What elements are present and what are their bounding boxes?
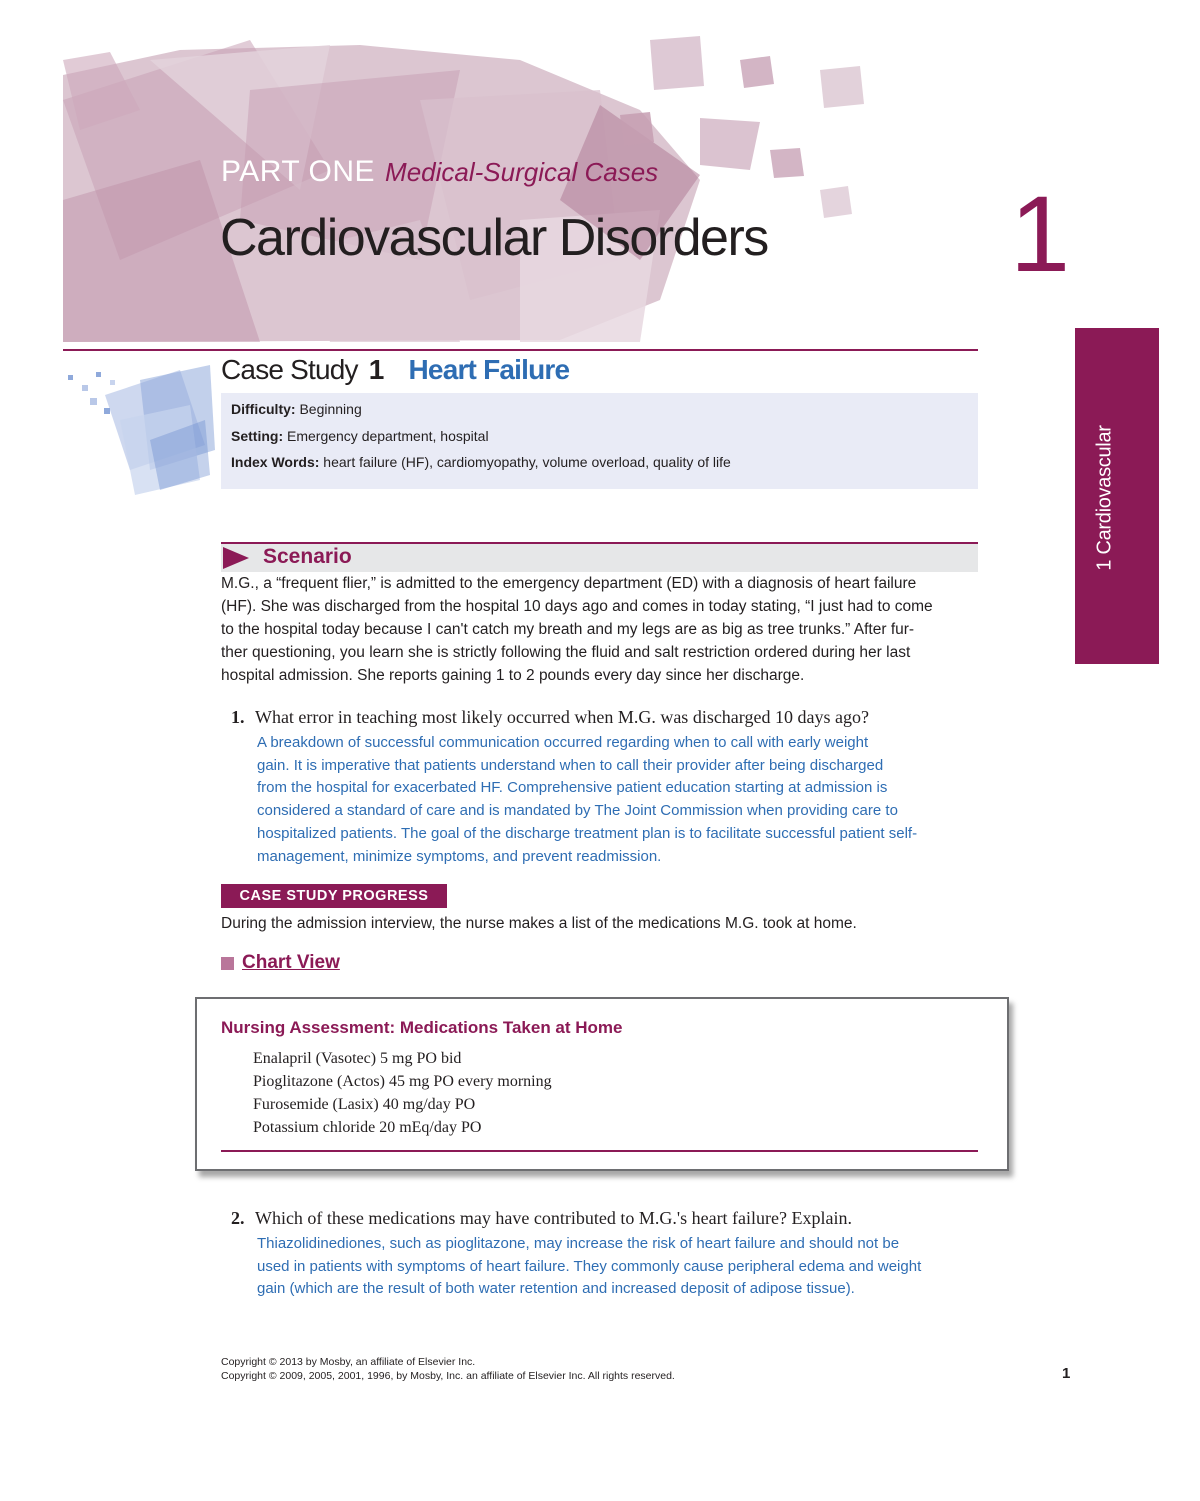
chapter-side-tab (1075, 328, 1159, 664)
chart-box-divider (221, 1150, 978, 1152)
answer-line: management, minimize symptoms, and prevent readmission. (257, 847, 662, 865)
case-info-box (221, 393, 978, 489)
case-study-number: 1 (368, 354, 384, 385)
answer-line: from the hospital for exacerbated HF. Comprehensive patient education starting at admission is (257, 779, 888, 797)
header-magenta-shapes (63, 36, 864, 342)
copyright-footer (221, 1355, 675, 1383)
answer-1 (257, 732, 987, 868)
case-study-heading (221, 354, 569, 386)
answer-line: used in patients with symptoms of heart failure. They commonly cause peripheral edema and weight (257, 1257, 922, 1275)
medication-item: Potassium chloride 20 mEq/day PO (253, 1119, 482, 1136)
scenario-line: (HF). She was discharged from the hospital 10 days ago and comes in today stating, “I just had to come (221, 598, 933, 615)
case-study-prefix: Case Study (221, 354, 358, 385)
question-1 (231, 707, 869, 728)
answer-line: Thiazolidinediones, such as pioglitazone, may increase the risk of heart failure and should not be (257, 1235, 900, 1252)
answer-line: considered a standard of care and is mandated by The Joint Commission when providing care to (257, 802, 898, 820)
index-words-value: heart failure (HF), cardiomyopathy, volume overload, quality of life (319, 454, 731, 470)
setting-value: Emergency department, hospital (283, 428, 489, 444)
copyright-line: Copyright © 2013 by Mosby, an affiliate of Elsevier Inc. (221, 1356, 476, 1368)
question-text: Which of these medications may have contributed to M.G.'s heart failure? Explain. (254, 1208, 853, 1228)
answer-line: gain (which are the result of both water retention and increased deposit of adipose tissue). (257, 1280, 855, 1298)
difficulty-label: Difficulty: (231, 401, 296, 417)
scenario-title: Scenario (263, 545, 352, 568)
copyright-line: Copyright © 2009, 2005, 2001, 1996, by Mosby, Inc. an affiliate of Elsevier Inc. All rights reserved. (221, 1370, 675, 1382)
scenario-text (221, 572, 981, 687)
medication-list (253, 1047, 552, 1139)
scenario-line: to the hospital today because I can't catch my breath and my legs are as big as tree trunks.” After fur- (221, 621, 915, 638)
side-tab-label: 1 Cardiovascular (1093, 425, 1116, 571)
answer-2 (257, 1233, 987, 1301)
medication-item: Enalapril (Vasotec) 5 mg PO bid (253, 1050, 462, 1067)
scenario-line: ther questioning, you learn she is strictly following the fluid and salt restriction ordered during her last (221, 644, 911, 661)
case-study-topic: Heart Failure (408, 354, 570, 385)
chapter-number: 1 (1010, 173, 1071, 294)
chart-box-title: Nursing Assessment: Medications Taken at Home (221, 1018, 623, 1037)
part-heading (221, 155, 658, 189)
square-bullet-icon (221, 957, 234, 970)
play-arrow-icon (223, 547, 249, 569)
question-number: 1. (231, 707, 245, 727)
answer-line: gain. It is imperative that patients understand when to call their provider after being discharged (257, 756, 884, 774)
case-study-progress-badge: CASE STUDY PROGRESS (221, 884, 447, 908)
difficulty-row (231, 401, 362, 417)
header-blue-shapes (68, 365, 215, 495)
medication-item: Pioglitazone (Actos) 45 mg PO every morning (253, 1073, 552, 1090)
chart-view-heading (221, 952, 340, 974)
question-text: What error in teaching most likely occurred when M.G. was discharged 10 days ago? (254, 707, 869, 727)
index-words-row (231, 454, 731, 470)
chart-view-link[interactable]: Chart View (242, 952, 340, 973)
scenario-line: M.G., a “frequent flier,” is admitted to the emergency department (ED) with a diagnosis of heart failure (221, 575, 917, 592)
difficulty-value: Beginning (295, 401, 362, 417)
part-subtitle: Medical-Surgical Cases (385, 157, 659, 187)
question-number: 2. (231, 1208, 245, 1228)
scenario-header (221, 542, 978, 572)
progress-text: During the admission interview, the nurse makes a list of the medications M.G. took at home. (221, 915, 857, 932)
setting-row (231, 428, 489, 444)
section-divider (63, 349, 978, 351)
chapter-title: Cardiovascular Disorders (220, 209, 768, 267)
medications-chart-box (195, 997, 1009, 1171)
part-label: PART ONE (221, 155, 376, 188)
medication-item: Furosemide (Lasix) 40 mg/day PO (253, 1096, 476, 1113)
question-2 (231, 1208, 852, 1229)
scenario-line: hospital admission. She reports gaining 1 to 2 pounds every day since her discharge. (221, 667, 805, 684)
index-words-label: Index Words: (231, 454, 320, 470)
page-number: 1 (1062, 1365, 1071, 1382)
answer-line: hospitalized patients. The goal of the discharge treatment plan is to facilitate successful patient self- (257, 824, 918, 842)
answer-line: A breakdown of successful communication occurred regarding when to call with early weight (257, 734, 869, 751)
setting-label: Setting: (231, 428, 284, 444)
